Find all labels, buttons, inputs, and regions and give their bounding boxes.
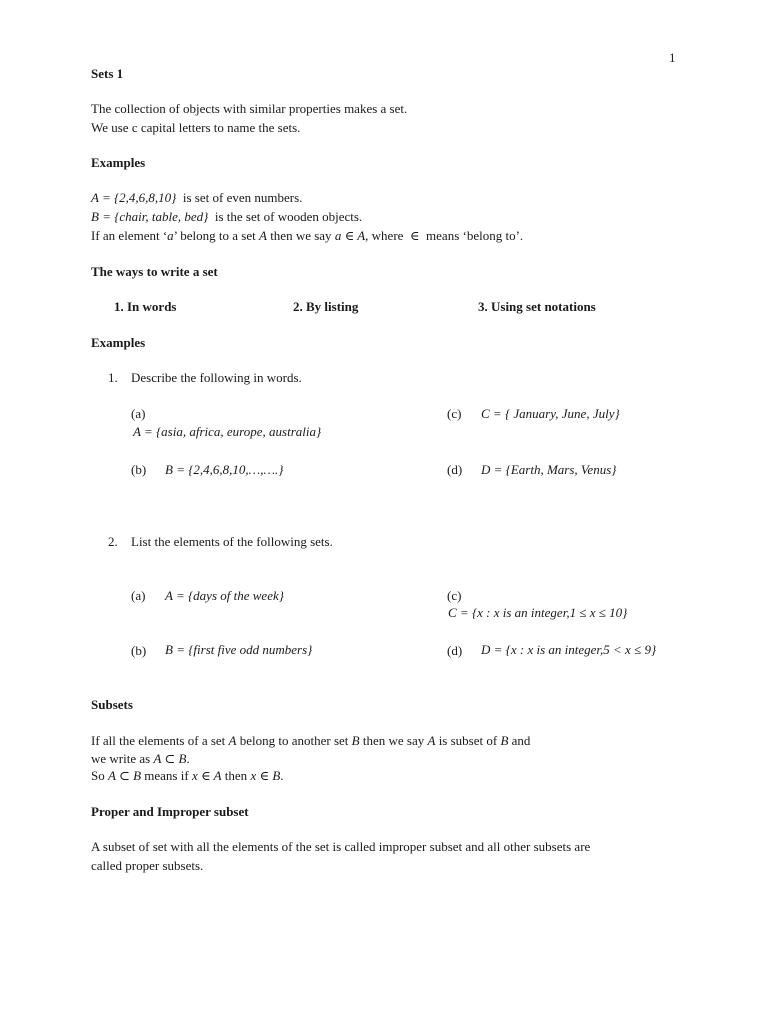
var: B [351, 733, 360, 748]
var: B [500, 733, 509, 748]
text-part: So [91, 768, 108, 783]
set-b-text: is the set of wooden objects. [214, 209, 363, 224]
element-math: x ∈ B [250, 768, 281, 783]
var: A [228, 733, 237, 748]
way-item-listing: 2. By listing [293, 299, 359, 314]
text-part: is subset of [435, 733, 501, 748]
ways-heading: The ways to write a set [91, 264, 218, 279]
var-a: a [167, 228, 174, 243]
text-part: If an element ‘ [91, 228, 168, 243]
way-item-words: 1. In words [114, 299, 177, 314]
q2-b-math: B = {first five odd numbers} [165, 642, 313, 657]
text-part: , where [365, 228, 407, 243]
subsets-line-1 [91, 732, 530, 751]
page-number: 1 [669, 50, 676, 65]
text-part: If all the elements of a set [91, 733, 229, 748]
example-even-numbers [91, 189, 302, 208]
text-part: ’ belong to a set [173, 228, 259, 243]
subsets-line-3 [91, 767, 284, 786]
q1-c-label: (c) [447, 406, 462, 421]
q2-b-label: (b) [131, 643, 147, 658]
examples-heading-2: Examples [91, 335, 146, 350]
examples-heading: Examples [91, 155, 146, 170]
set-b-math: B = {chair, table, bed} [91, 209, 209, 224]
way-item-notation: 3. Using set notations [478, 299, 596, 314]
text-part: then we say [266, 228, 335, 243]
q1-b-math: B = {2,4,6,8,10,…,….} [165, 462, 284, 477]
text-part: . [280, 768, 284, 783]
var-A: A [258, 228, 267, 243]
question-2-text: List the elements of the following sets. [131, 534, 333, 549]
text-part: means if [141, 768, 192, 783]
q1-d-label: (d) [447, 462, 463, 477]
set-a-text: is set of even numbers. [182, 190, 303, 205]
page-title: Sets 1 [91, 66, 124, 81]
text-part: means ‘belong to’. [422, 228, 524, 243]
element-math: x ∈ A [191, 768, 222, 783]
var: A [427, 733, 436, 748]
q2-d-math: D = {x : x is an integer,5 < x ≤ 9} [481, 642, 657, 657]
text-part: and [508, 733, 531, 748]
q1-d-math: D = {Earth, Mars, Venus} [481, 462, 617, 477]
element-of-symbol: ∈ [409, 228, 420, 243]
question-2-label: 2. [108, 534, 118, 549]
question-1-label: 1. [108, 370, 118, 385]
q2-d-label: (d) [447, 643, 463, 658]
intro-line-2: We use c capital letters to name the sets. [91, 120, 301, 135]
text-part: belong to another set [236, 733, 352, 748]
proper-line-1: A subset of set with all the elements of the set is called improper subset and all other subsets are [91, 839, 591, 854]
q1-a-math: A = {asia, africa, europe, australia} [133, 424, 322, 439]
subset-math: A ⊂ B [153, 751, 187, 766]
text-part: we write as [91, 751, 154, 766]
subset-math: A ⊂ B [107, 768, 142, 783]
text-part: then [221, 768, 251, 783]
q2-a-math: A = {days of the week} [165, 588, 284, 603]
q1-a-label: (a) [131, 406, 146, 421]
text-part: then we say [359, 733, 428, 748]
belong-line [91, 227, 523, 246]
subsets-heading: Subsets [91, 697, 133, 712]
q2-a-label: (a) [131, 588, 146, 603]
example-wooden-objects [91, 208, 362, 227]
q1-c-math: C = { January, June, July} [481, 406, 620, 421]
text-part: . [186, 751, 190, 766]
q1-b-label: (b) [131, 462, 147, 477]
set-a-math: A = {2,4,6,8,10} [91, 190, 177, 205]
proper-line-2: called proper subsets. [91, 858, 204, 873]
q2-c-label: (c) [447, 588, 462, 603]
question-1-text: Describe the following in words. [131, 370, 302, 385]
intro-line-1: The collection of objects with similar properties makes a set. [91, 101, 408, 116]
q2-c-math: C = {x : x is an integer,1 ≤ x ≤ 10} [448, 605, 628, 620]
proper-heading: Proper and Improper subset [91, 804, 249, 819]
belong-math: a ∈ A [334, 228, 366, 243]
